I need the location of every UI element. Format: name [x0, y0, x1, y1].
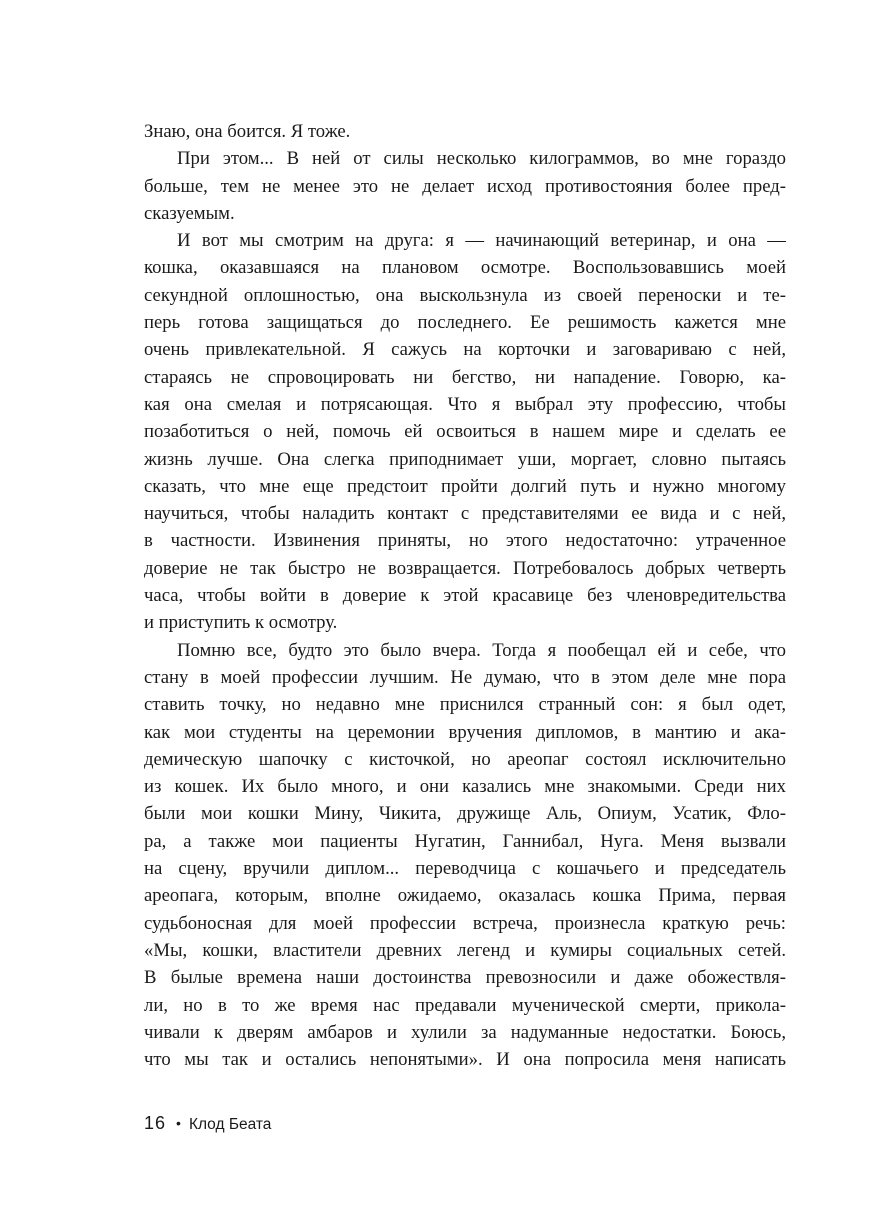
text-line: кая она смелая и потрясающая. Что я выбрал эту профессию, чтобы — [144, 393, 786, 415]
author-name: Клод Беата — [188, 1116, 272, 1133]
text-line: чивали к дверям амбаров и хулили за надуманные недостатки. Боюсь, — [144, 1021, 786, 1043]
text-line: кошка, оказавшаяся на плановом осмотре. Воспользовавшись моей — [144, 257, 786, 279]
text-line: При этом... В ней от силы несколько килограммов, во мне гораздо — [177, 148, 786, 170]
text-line: позаботиться о ней, помочь ей освоиться в нашем мире и сделать ее — [144, 421, 786, 443]
text-line: из кошек. Их было много, и они казались мне знакомыми. Среди них — [144, 776, 786, 798]
text-line: судьбоносная для моей профессии встреча, произнесла краткую речь: — [144, 912, 786, 934]
text-line: Знаю, она боится. Я тоже. — [144, 121, 351, 142]
text-line: как мои студенты на церемонии вручения дипломов, в мантию и ака- — [144, 721, 786, 743]
text-line: были мои кошки Мину, Чикита, дружище Аль, Опиум, Усатик, Фло- — [144, 803, 786, 825]
text-line: что мы так и остались непонятыми». И она попросила меня написать — [144, 1049, 786, 1071]
page-footer — [144, 1111, 271, 1135]
text-line: ставить точку, но недавно мне приснился странный сон: я был одет, — [144, 694, 786, 716]
text-line: больше, тем не менее это не делает исход противостояния более пред- — [144, 175, 786, 197]
body-text — [144, 118, 786, 1073]
text-line: сказуемым. — [144, 202, 235, 224]
text-line: перь готова защищаться до последнего. Ее решимость кажется мне — [144, 312, 786, 334]
text-line: ли, но в то же время нас предавали мученической смерти, прикола- — [144, 994, 786, 1016]
text-line: жизнь лучше. Она слегка приподнимает уши, моргает, словно пытаясь — [144, 448, 786, 470]
text-line: стану в моей профессии лучшим. Не думаю, что в этом деле мне пора — [144, 666, 786, 688]
text-line: ра, а также мои пациенты Нугатин, Ганнибал, Нуга. Меня вызвали — [144, 830, 786, 852]
text-line: ареопага, которым, вполне ожидаемо, оказалась кошка Прима, первая — [144, 885, 786, 907]
text-line: часа, чтобы войти в доверие к этой красавице без членовредительства — [144, 585, 786, 607]
text-line: научиться, чтобы наладить контакт с представителями ее вида и с ней, — [144, 503, 786, 525]
text-line: «Мы, кошки, властители древних легенд и кумиры социальных сетей. — [144, 939, 786, 961]
text-line: и приступить к осмотру. — [144, 612, 338, 634]
text-line: секундной оплошностью, она выскользнула из своей переноски и те- — [144, 284, 786, 306]
bullet-separator: • — [176, 1115, 181, 1131]
text-line: демическую шапочку с кисточкой, но ареопаг состоял исключительно — [144, 748, 786, 770]
text-line: в частности. Извинения приняты, но этого недостаточно: утраченное — [144, 530, 786, 552]
page-number: 16 — [144, 1113, 167, 1133]
text-line: стараясь не спровоцировать ни бегство, ни нападение. Говорю, ка- — [144, 366, 786, 388]
text-line: очень привлекательной. Я сажусь на корточки и заговариваю с ней, — [144, 339, 786, 361]
text-line: И вот мы смотрим на друга: я — начинающий ветеринар, и она — — [177, 230, 786, 252]
text-line: В былые времена наши достоинства превозносили и даже обожествля- — [144, 967, 786, 989]
text-line: Помню все, будто это было вчера. Тогда я пообещал ей и себе, что — [177, 639, 786, 661]
text-line: на сцену, вручили диплом... переводчица с кошачьего и председатель — [144, 858, 786, 880]
text-line: сказать, что мне еще предстоит пройти долгий путь и нужно многому — [144, 475, 786, 497]
text-line: доверие не так быстро не возвращается. Потребовалось добрых четверть — [144, 557, 786, 579]
